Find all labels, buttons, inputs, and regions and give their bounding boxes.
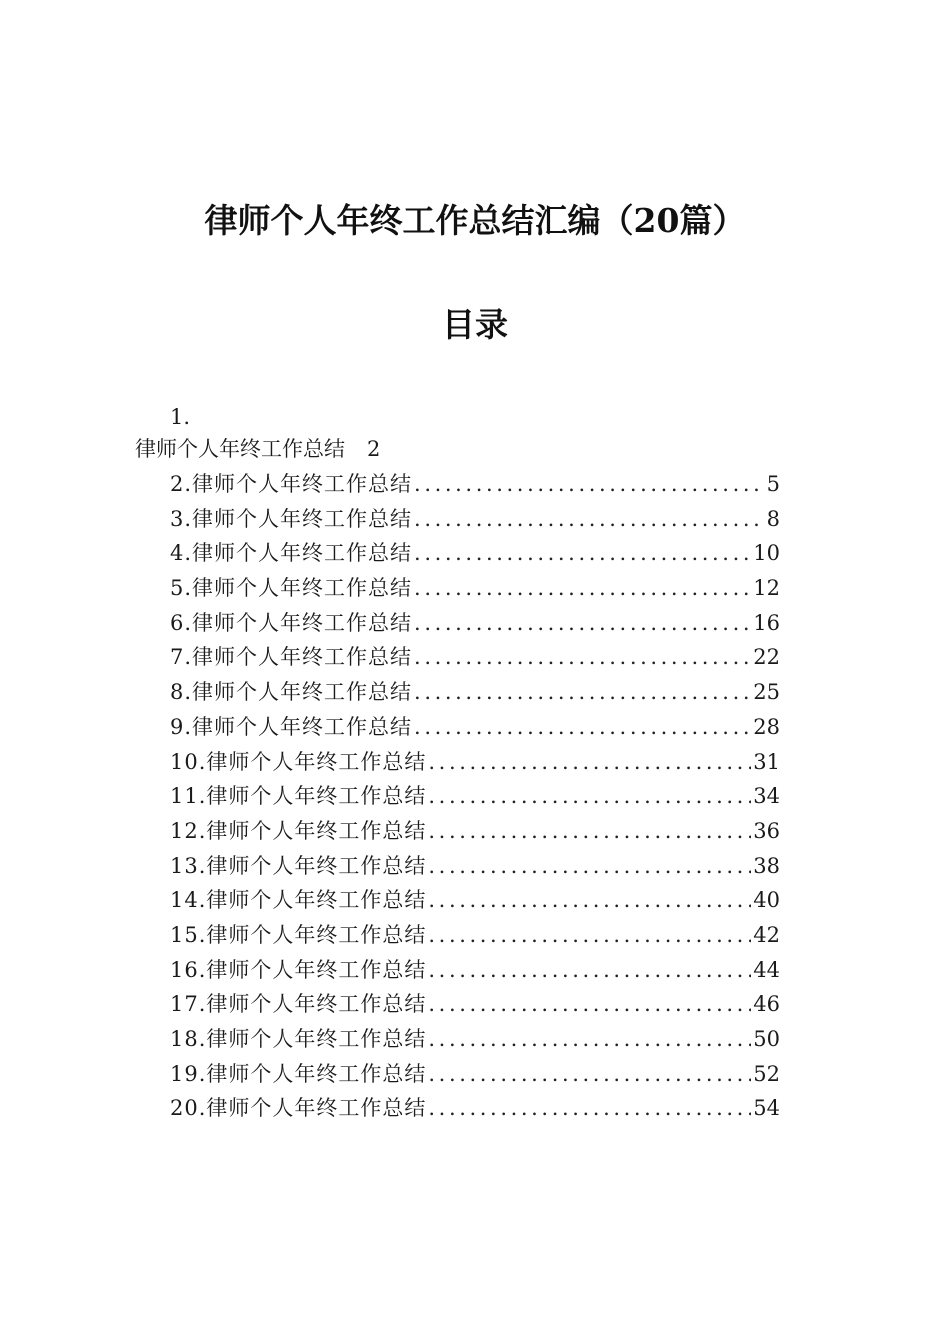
toc-entry-page: 52	[753, 1061, 780, 1086]
toc-entry[interactable]	[170, 677, 780, 712]
toc-entry-title: 5.律师个人年终工作总结	[170, 576, 413, 601]
toc-entry-title: 14.律师个人年终工作总结	[170, 888, 427, 913]
toc-entry-page: 34	[753, 784, 780, 809]
toc-entry[interactable]	[170, 1093, 780, 1128]
toc-entry[interactable]	[170, 1024, 780, 1059]
toc-entry-title: 12.律师个人年终工作总结	[170, 818, 427, 843]
toc-entry-page: 50	[753, 1027, 780, 1051]
dot-leader	[428, 851, 751, 881]
dot-leader	[414, 573, 751, 603]
toc-entry-page: 31	[753, 749, 780, 774]
toc-entry[interactable]	[170, 747, 780, 782]
toc-entry-page: 8	[766, 506, 780, 531]
document-title: 律师个人年终工作总结汇编（20篇）	[204, 201, 746, 240]
toc-entry-page: 36	[753, 818, 780, 843]
toc-entry-title: 4.律师个人年终工作总结	[170, 541, 413, 566]
toc-entry-page: 16	[753, 610, 780, 635]
toc-entry-title: 3.律师个人年终工作总结	[170, 506, 413, 531]
toc-entry[interactable]	[170, 851, 780, 886]
toc-entry-page: 28	[753, 714, 780, 739]
toc-entry[interactable]	[170, 712, 780, 747]
toc-entry-page: 46	[753, 992, 780, 1017]
toc-entry[interactable]	[170, 469, 780, 504]
dot-leader	[414, 677, 751, 707]
dot-leader	[428, 989, 751, 1019]
dot-leader	[414, 469, 765, 499]
toc-entry-list	[170, 469, 780, 1128]
toc-entry-title: 9.律师个人年终工作总结	[170, 714, 413, 739]
toc-entry-title: 19.律师个人年终工作总结	[170, 1061, 427, 1086]
toc-entry-title: 16.律师个人年终工作总结	[170, 957, 427, 982]
toc-entry[interactable]	[170, 1059, 780, 1094]
dot-leader	[414, 504, 765, 534]
toc-entry[interactable]	[170, 608, 780, 643]
toc-entry-page: 54	[753, 1096, 780, 1121]
toc-entry[interactable]	[170, 955, 780, 990]
toc-entry-title: 2.律师个人年终工作总结	[170, 472, 413, 496]
toc-entry-page: 12	[753, 576, 780, 601]
toc-entry-page: 22	[753, 645, 780, 670]
toc-entry-title: 8.律师个人年终工作总结	[170, 680, 413, 705]
toc-entry-title: 7.律师个人年终工作总结	[170, 645, 413, 670]
toc-entry-page: 40	[753, 888, 780, 913]
dot-leader	[428, 816, 751, 846]
toc-entry-title: 18.律师个人年终工作总结	[170, 1027, 427, 1051]
dot-leader	[428, 1024, 751, 1054]
toc-entry[interactable]	[170, 573, 780, 608]
toc-entry-page: 44	[753, 957, 780, 982]
dot-leader	[414, 538, 751, 568]
dot-leader	[414, 712, 751, 742]
toc-entry[interactable]	[170, 920, 780, 955]
toc-entry[interactable]	[170, 781, 780, 816]
dot-leader	[428, 781, 751, 811]
toc-entry[interactable]	[170, 989, 780, 1024]
toc-entry-1[interactable]	[135, 434, 380, 464]
dot-leader	[428, 920, 751, 950]
dot-leader	[414, 642, 751, 672]
toc-entry-title: 17.律师个人年终工作总结	[170, 992, 427, 1017]
toc-entry[interactable]	[170, 538, 780, 573]
toc-entry[interactable]	[170, 885, 780, 920]
toc-heading: 目录	[442, 305, 508, 344]
toc-entry[interactable]	[170, 504, 780, 539]
toc-entry[interactable]	[170, 816, 780, 851]
toc-entry-title: 15.律师个人年终工作总结	[170, 922, 427, 947]
toc-entry-page: 10	[753, 541, 780, 566]
dot-leader	[428, 1059, 751, 1089]
toc-entry-title: 13.律师个人年终工作总结	[170, 853, 427, 878]
toc-entry-page: 42	[753, 922, 780, 947]
dot-leader	[428, 747, 751, 777]
dot-leader	[414, 608, 751, 638]
toc-entry-title: 6.律师个人年终工作总结	[170, 610, 413, 635]
dot-leader	[428, 955, 751, 985]
toc-entry-1-number: 1.	[170, 405, 191, 429]
toc-entry-title: 11.律师个人年终工作总结	[170, 784, 427, 809]
toc-entry-title: 20.律师个人年终工作总结	[170, 1096, 427, 1121]
toc-entry-1-title: 律师个人年终工作总结	[135, 437, 345, 461]
toc-entry-page: 25	[753, 680, 780, 705]
toc-entry-1-page: 2	[367, 437, 381, 461]
toc-entry-title: 10.律师个人年终工作总结	[170, 749, 427, 774]
toc-entry[interactable]	[170, 642, 780, 677]
dot-leader	[428, 1093, 751, 1123]
toc-entry-page: 38	[753, 853, 780, 878]
dot-leader	[428, 885, 751, 915]
toc-entry-page: 5	[766, 472, 780, 496]
